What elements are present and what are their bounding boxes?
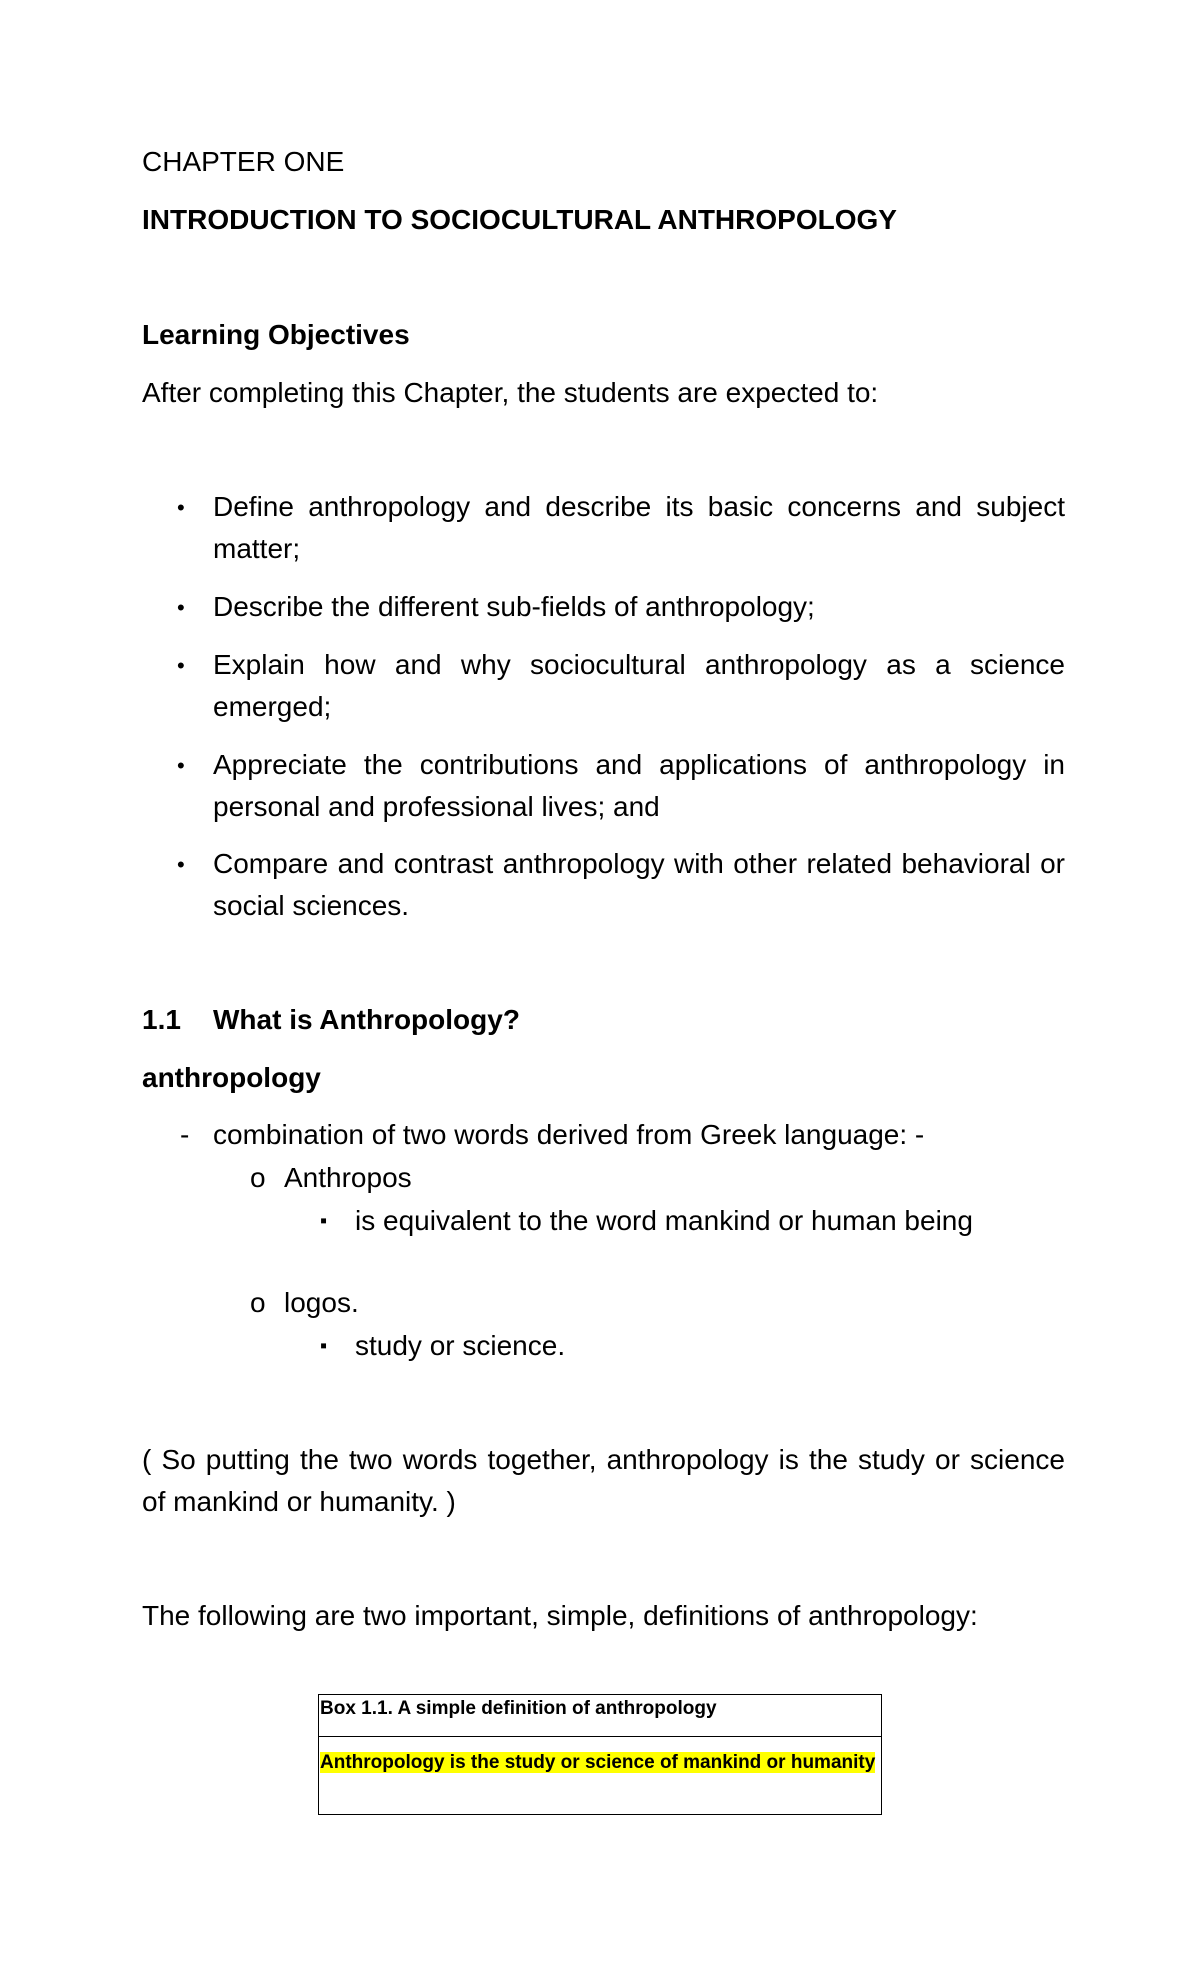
bullet-icon: •	[177, 753, 185, 778]
objectives-heading: Learning Objectives	[142, 319, 410, 350]
chapter-title: INTRODUCTION TO SOCIOCULTURAL ANTHROPOLOGY	[142, 204, 897, 235]
objective-item: Explain how and why sociocultural anthropology as a science emerged;	[213, 649, 1065, 722]
bullet-icon: •	[177, 852, 185, 877]
box-body	[319, 1737, 881, 1776]
objective-item: Describe the different sub-fields of anthropology;	[213, 591, 815, 622]
following-line: The following are two important, simple, definitions of anthropology:	[142, 1600, 978, 1631]
section-number: 1.1	[142, 1004, 181, 1035]
highlighted-definition: Anthropology is the study or science of mankind or humanity	[320, 1752, 876, 1773]
greek-word: logos.	[284, 1287, 359, 1318]
objective-item: Compare and contrast anthropology with other related behavioral or social sciences.	[213, 848, 1065, 921]
definition-line: combination of two words derived from Greek language: -	[213, 1119, 925, 1150]
greek-word: Anthropos	[284, 1162, 412, 1193]
bullet-icon: •	[177, 495, 185, 520]
bullet-icon: •	[177, 595, 185, 620]
term-heading: anthropology	[142, 1062, 321, 1093]
section-title: What is Anthropology?	[213, 1004, 520, 1035]
chapter-label: CHAPTER ONE	[142, 146, 345, 177]
word-meaning: is equivalent to the word mankind or human being	[355, 1205, 973, 1236]
box-title: Box 1.1. A simple definition of anthropology	[319, 1695, 881, 1737]
square-bullet-icon: ▪	[320, 1335, 328, 1357]
objective-item: Define anthropology and describe its basic concerns and subject matter;	[213, 491, 1065, 564]
sub-bullet-icon: o	[250, 1162, 266, 1193]
word-meaning: study or science.	[355, 1330, 566, 1361]
objective-item: Appreciate the contributions and applications of anthropology in personal and professional lives; and	[213, 749, 1065, 822]
sub-bullet-icon: o	[250, 1287, 266, 1318]
definition-box	[318, 1694, 882, 1815]
dash-marker: -	[180, 1119, 190, 1150]
summary-paragraph: ( So putting the two words together, anthropology is the study or science of mankind or humanity. )	[142, 1444, 1065, 1517]
square-bullet-icon: ▪	[320, 1210, 328, 1232]
bullet-icon: •	[177, 653, 185, 678]
objectives-intro: After completing this Chapter, the students are expected to:	[142, 377, 879, 408]
